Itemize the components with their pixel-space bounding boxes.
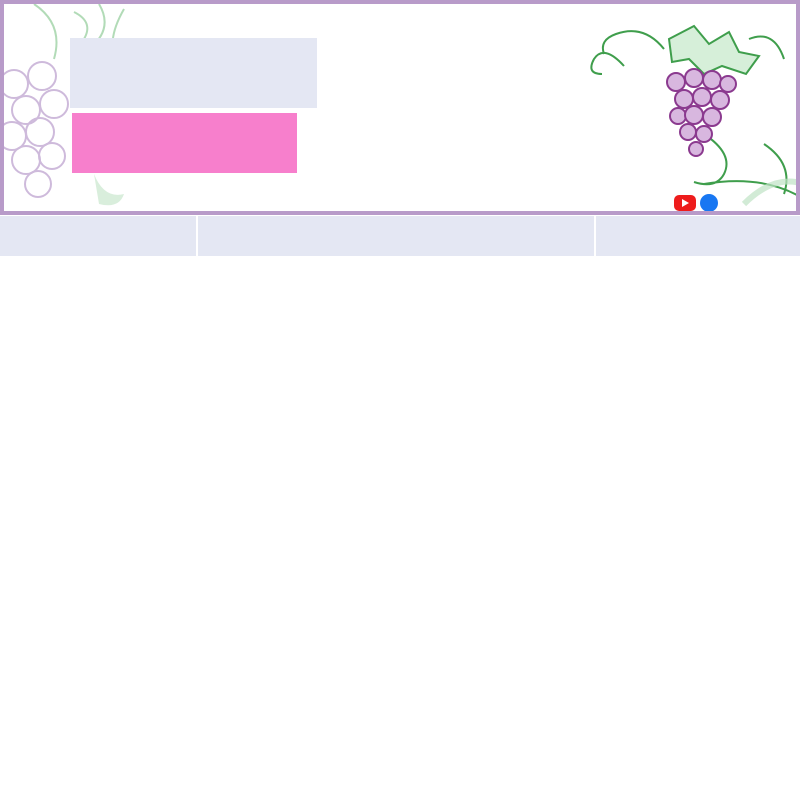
facebook-icon xyxy=(700,194,718,212)
program-title-box xyxy=(70,38,317,108)
youtube-icon xyxy=(674,195,696,211)
header-banner xyxy=(0,0,800,215)
header-theme xyxy=(198,216,596,256)
grape-vine-decoration xyxy=(4,4,800,215)
schedule-table-header xyxy=(0,216,800,256)
month-badge xyxy=(72,113,297,173)
header-date-time xyxy=(0,216,198,256)
header-speaker xyxy=(596,216,800,256)
